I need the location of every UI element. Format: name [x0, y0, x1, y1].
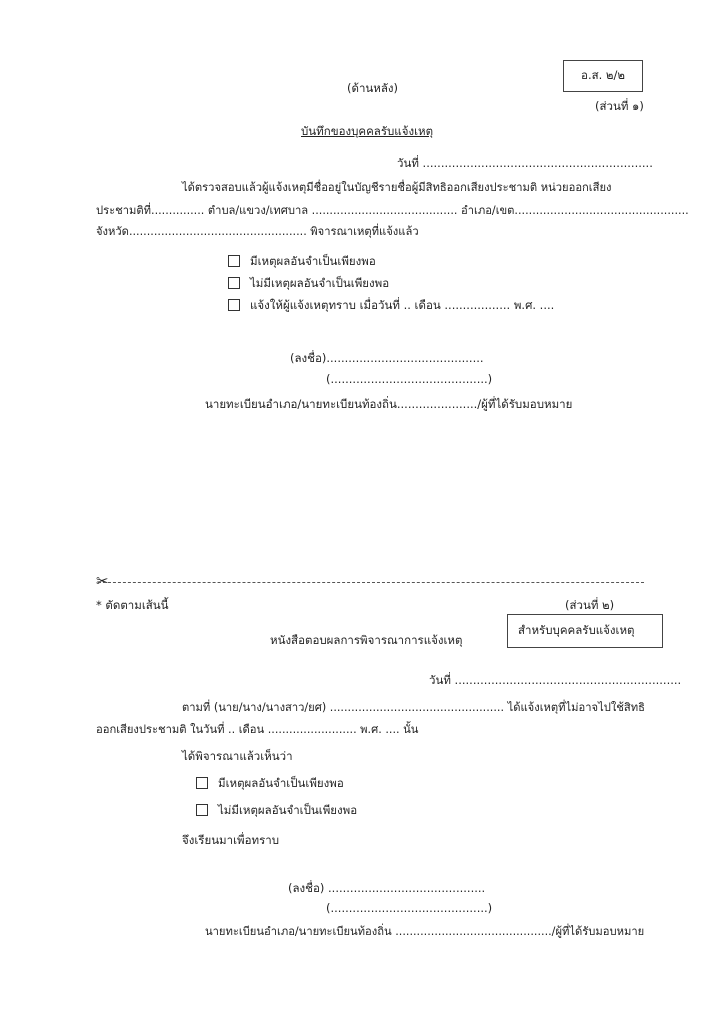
part2-registrar-line: นายทะเบียนอำเภอ/นายทะเบียนท้องถิ่น ............................................/ผู้ที่ได้รับมอบหมาย [205, 925, 645, 938]
section-2-label: (ส่วนที่ ๒) [565, 598, 615, 612]
part2-option-1[interactable] [196, 775, 344, 793]
checkbox[interactable] [228, 299, 240, 311]
part2-closing: จึงเรียนมาเพื่อทราบ [182, 833, 280, 847]
checkbox[interactable] [196, 777, 208, 789]
option-label: แจ้งให้ผู้แจ้งเหตุทราบ เมื่อวันที่ .. เดือน .................. พ.ศ. .... [250, 298, 555, 312]
part1-option-2[interactable] [228, 275, 389, 293]
part2-para-line2: ออกเสียงประชามติ ในวันที่ .. เดือน ......................... พ.ศ. .... นั้น [96, 723, 419, 736]
cut-line [98, 582, 644, 583]
option-label: มีเหตุผลอันจำเป็นเพียงพอ [250, 254, 376, 268]
part1-option-3[interactable] [228, 297, 554, 315]
option-label: ไม่มีเหตุผลอันจำเป็นเพียงพอ [250, 276, 390, 290]
recipient-box [507, 614, 663, 648]
part1-para-line2: ประชามติที่............... ตำบล/แขวง/เทศบาล ......................................... อำเภอ/เขต................................................. [96, 204, 689, 217]
scissors-icon: ✂ [96, 572, 109, 590]
part1-sign-name: (...........................................) [326, 372, 493, 386]
form-code-box [563, 60, 643, 92]
form-code: อ.ส. ๒/๒ [581, 68, 625, 82]
back-side-label: (ด้านหลัง) [347, 81, 399, 95]
recipient-box-label: สำหรับบุคคลรับแจ้งเหตุ [518, 623, 635, 637]
part1-para-line1: ได้ตรวจสอบแล้วผู้แจ้งเหตุมีชื่ออยู่ในบัญชีรายชื่อผู้มีสิทธิออกเสียงประชามติ หน่วยออกเสียง [182, 181, 612, 194]
part2-considered: ได้พิจารณาแล้วเห็นว่า [182, 749, 293, 763]
option-label: มีเหตุผลอันจำเป็นเพียงพอ [218, 776, 344, 790]
part2-sign-name: (...........................................) [326, 901, 493, 915]
part1-title: บันทึกของบุคคลรับแจ้งเหตุ [301, 124, 434, 138]
checkbox[interactable] [196, 804, 208, 816]
checkbox[interactable] [228, 277, 240, 289]
part1-para-line3: จังหวัด.................................................. พิจารณาเหตุที่แจ้งแล้ว [96, 225, 419, 238]
part2-option-2[interactable] [196, 802, 357, 820]
section-1-label: (ส่วนที่ ๑) [595, 99, 644, 113]
part2-title: หนังสือตอบผลการพิจารณาการแจ้งเหตุ [270, 633, 463, 647]
part2-para-line1: ตามที่ (นาย/นาง/นางสาว/ยศ) ................................................. ได้แจ้งเหตุที่ไม่อาจไปใช้สิทธิ [182, 701, 645, 714]
option-label: ไม่มีเหตุผลอันจำเป็นเพียงพอ [218, 803, 358, 817]
part1-date-line: วันที่ ............................................................... [397, 156, 653, 170]
part2-date-line: วันที่ .............................................................. [429, 673, 682, 687]
part1-registrar-line: นายทะเบียนอำเภอ/นายทะเบียนท้องถิ่น....................../ผู้ที่ได้รับมอบหมาย [205, 397, 573, 411]
part2-sign-line: (ลงชื่อ) ........................................... [288, 881, 486, 895]
cut-note: * ตัดตามเส้นนี้ [96, 598, 169, 612]
part1-option-1[interactable] [228, 253, 376, 271]
checkbox[interactable] [228, 255, 240, 267]
part1-sign-line: (ลงชื่อ)........................................... [290, 351, 484, 365]
